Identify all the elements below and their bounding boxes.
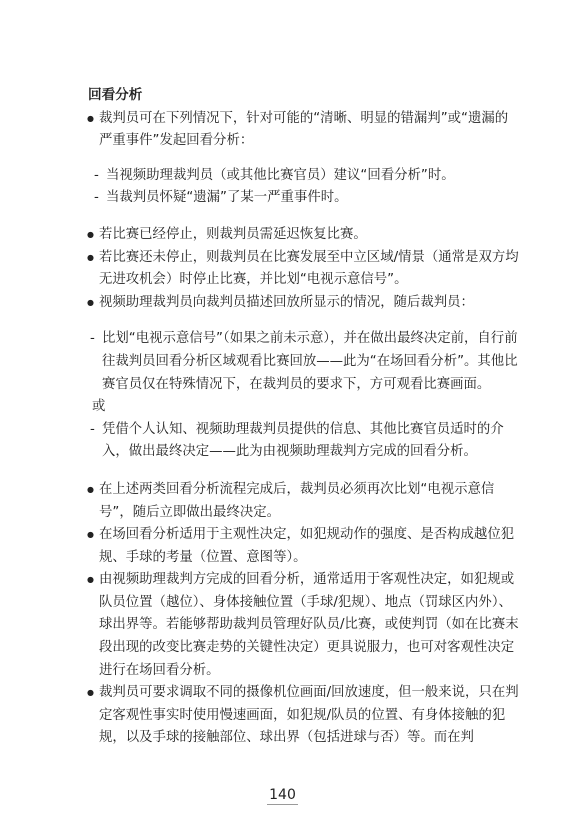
dash-marker: - (94, 190, 99, 206)
bullet-rule: ● 若比赛已经停止，则裁判员需延迟恢复比赛。 (88, 224, 520, 247)
trigger-text: 当视频助理裁判员（或其他比赛官员）建议“回看分析”时。 (106, 167, 455, 183)
page-number (0, 786, 565, 805)
dash-marker: - (94, 167, 99, 183)
option-item-on-field-review (88, 328, 520, 396)
bullet-rule: ● 裁判员可要求调取不同的摄像机位画面/回放速度，但一般来说，只在判定客观性事实时使用慢速画面，如犯规/队员的位置、有身体接触的犯规，以及手球的接触部位、球出界（包括进球与否）等。而在判 (88, 682, 520, 750)
bullet-rule: ● 在场回看分析适用于主观性决定，如犯规动作的强度、是否构成越位犯规、手球的考量（位置、意图等）。 (88, 524, 520, 569)
bullet-rule: ● 视频助理裁判员向裁判员描述回放所显示的情况，随后裁判员： (88, 292, 520, 315)
or-separator: 或 (92, 399, 106, 415)
trigger-item (88, 165, 520, 188)
bullet-rule: ● 由视频助理裁判方完成的回看分析，通常适用于客观性决定，如犯规或队员位置（越位）、身体接触位置（手球/犯规）、地点（罚球区内外）、球出界等。若能够帮助裁判员管理好队员/比赛，或使判罚（如在比赛末段出现的改变比赛走势的关键性决定）更具说服力，也可对客观性决定进行在场回看分析。 (88, 569, 520, 682)
trigger-item (88, 187, 520, 210)
bullet-rule: ● 在上述两类回看分析流程完成后，裁判员必须再次比划“电视示意信号”，随后立即做出最终决定。 (88, 479, 520, 524)
dash-marker: - (90, 331, 95, 347)
dash-marker: - (90, 421, 95, 437)
trigger-text: 当裁判员怀疑“遗漏”了某一严重事件时。 (106, 190, 348, 206)
page-number-text: 140 (269, 787, 296, 803)
bullet-intro: ● 裁判员可在下列情况下，针对可能的“清晰、明显的错漏判”或“遗漏的严重事件”发起回看分析： (88, 108, 520, 153)
option-text: 比划“电视示意信号”（如果之前未示意），并在做出最终决定前，自行前往裁判员回看分析区域观看比赛回放——此为“在场回看分析”。其他比赛官员仅在特殊情况下，在裁判员的要求下，方可观看比赛画面。 (102, 331, 518, 392)
option-text: 凭借个人认知、视频助理裁判员提供的信息、其他比赛官员适时的介入，做出最终决定——此为由视频助理裁判方完成的回看分析。 (102, 421, 504, 460)
section-heading: 回看分析 (88, 87, 143, 103)
option-item-var-review (88, 419, 520, 464)
bullet-rule: ● 若比赛还未停止，则裁判员在比赛发展至中立区域/情景（通常是双方均无进攻机会）时停止比赛，并比划“电视示意信号”。 (88, 247, 520, 292)
document-body (88, 84, 520, 750)
